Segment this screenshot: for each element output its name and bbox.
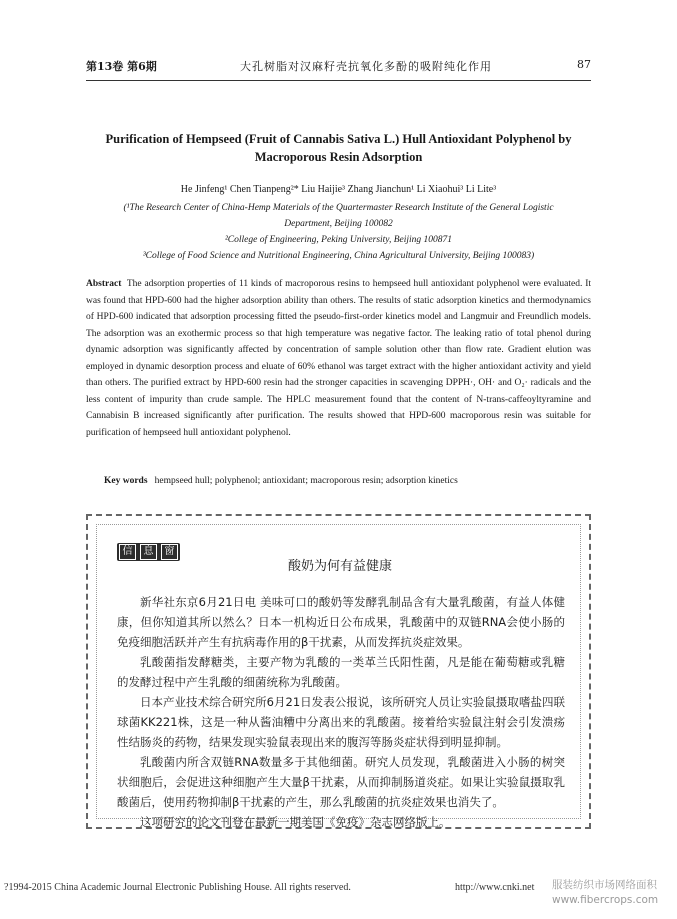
title-line-1: Purification of Hempseed (Fruit of Cannabis Sativa L.) Hull Antioxidant Polyphenol by (105, 132, 572, 146)
watermark-line-2: www.fibercrops.com (552, 894, 659, 906)
watermark-line-1: 服装纺织市场网络面积 (552, 879, 657, 891)
title-line-2: Macroporous Resin Adsorption (254, 150, 423, 164)
badge-char-3: 窗 (161, 544, 178, 560)
keywords-label: Key words (104, 476, 148, 486)
news-paragraph: 日本产业技术综合研究所6月21日发表公报说，该所研究人员让实验鼠摄取嗜盐四联球菌KK221株，这是一种从酱油糟中分离出来的乳酸菌。接着给实验鼠注射会引发溃疡性结肠炎的药物，结果发现实验鼠表现出来的腹泻等肠炎症状得到明显抑制。 (117, 695, 565, 749)
paper-title (96, 130, 581, 166)
news-paragraph: 乳酸菌指发酵糖类，主要产物为乳酸的一类革兰氏阳性菌，凡是能在葡萄糖或乳糖的发酵过程中产生乳酸的细菌统称为乳酸菌。 (117, 655, 565, 689)
abstract-label: Abstract (86, 279, 122, 289)
cnki-url[interactable]: http://www.cnki.net (455, 882, 535, 893)
watermark (552, 878, 677, 912)
keywords-text: hempseed hull; polyphenol; antioxidant; macroporous resin; adsorption kinetics (154, 476, 458, 486)
keywords (104, 476, 584, 486)
affiliation-1-cont: Department, Beijing 100082 (284, 219, 393, 229)
badge-char-2: 息 (140, 544, 157, 560)
author-list: He Jinfeng¹ Chen Tianpeng²* Liu Haijie³ Zhang Jianchun¹ Li Xiaohui³ Li Lite³ (180, 184, 497, 195)
badge-char-1: 信 (119, 544, 136, 560)
news-paragraph: 乳酸菌内所含双链RNA数量多于其他细菌。研究人员发现，乳酸菌进入小肠的树突状细胞后，会促进这种细胞产生大量β干扰素，从而抑制肠道炎症。如果让实验鼠摄取乳酸菌后，使用药物抑制β干扰素的产生，那么乳酸菌的抗炎症效果也消失了。 (117, 755, 565, 809)
page-number: 87 (577, 58, 591, 71)
abstract-text: The adsorption properties of 11 kinds of macroporous resins to hempseed hull antioxidant polyphenol were evaluated. It was found that HPD-600 had the higher adsorption ability than others. The results of static adsorption kinetics and thermodynamics of HPD-600 indicated that adsorption processing fitted the pseudo-first-order kinetics model and Langmuir and Freundlich models. The adsorption was an exothermic process so that high temperature was negative factor. The leaking ratio of total phenol during dynamic adsorption was significantly affected by concentration of sample solution other than flow rate. Gradient elution was employed in dynamic desorption process and eluate of 60% ethanol was target extract with the higher antioxidant activity and yield than others. The purified extract by HPD-600 resin had the stronger capacities in scavenging DPPH·, OH· and O₂· radicals and the less content of impurity than crude sample. The HPLC measurement found that the content of N-trans-caffeoyltyramine and Cannabisin B increased significantly after purification. The results showed that HPD-600 macroporous resin was suitable for purification of hempseed hull antioxidant polyphenol. (86, 279, 591, 438)
info-window-badge (117, 543, 180, 561)
news-paragraph: 新华社东京6月21日电 美味可口的酸奶等发酵乳制品含有大量乳酸菌，有益人体健康，但你知道其所以然么？日本一机构近日公布成果，乳酸菌中的双链RNA会使小肠的免疫细胞活跃并产生有抗病毒作用的β干扰素，从而发挥抗炎症效果。 (117, 595, 565, 649)
news-body (117, 592, 565, 832)
header-rule (86, 80, 591, 81)
news-paragraph: 这项研究的论文刊登在最新一期美国《免疫》杂志网络版上。 (140, 815, 451, 829)
running-title: 大孔树脂对汉麻籽壳抗氧化多酚的吸附纯化作用 (240, 60, 492, 73)
affiliation-3: ³College of Food Science and Nutritional Engineering, China Agricultural University, Beijing 100083) (142, 251, 535, 261)
affiliation-2: ²College of Engineering, Peking University, Beijing 100871 (224, 235, 453, 245)
abstract (86, 276, 591, 441)
affiliation-1: (¹The Research Center of China-Hemp Materials of the Quartermaster Research Institute of the General Logistic (123, 203, 554, 213)
copyright-text: ?1994-2015 China Academic Journal Electronic Publishing House. All rights reserved. (4, 882, 351, 893)
news-title: 酸奶为何有益健康 (287, 559, 392, 574)
volume-issue: 第13卷 第6期 (86, 60, 157, 73)
running-header (86, 58, 591, 78)
